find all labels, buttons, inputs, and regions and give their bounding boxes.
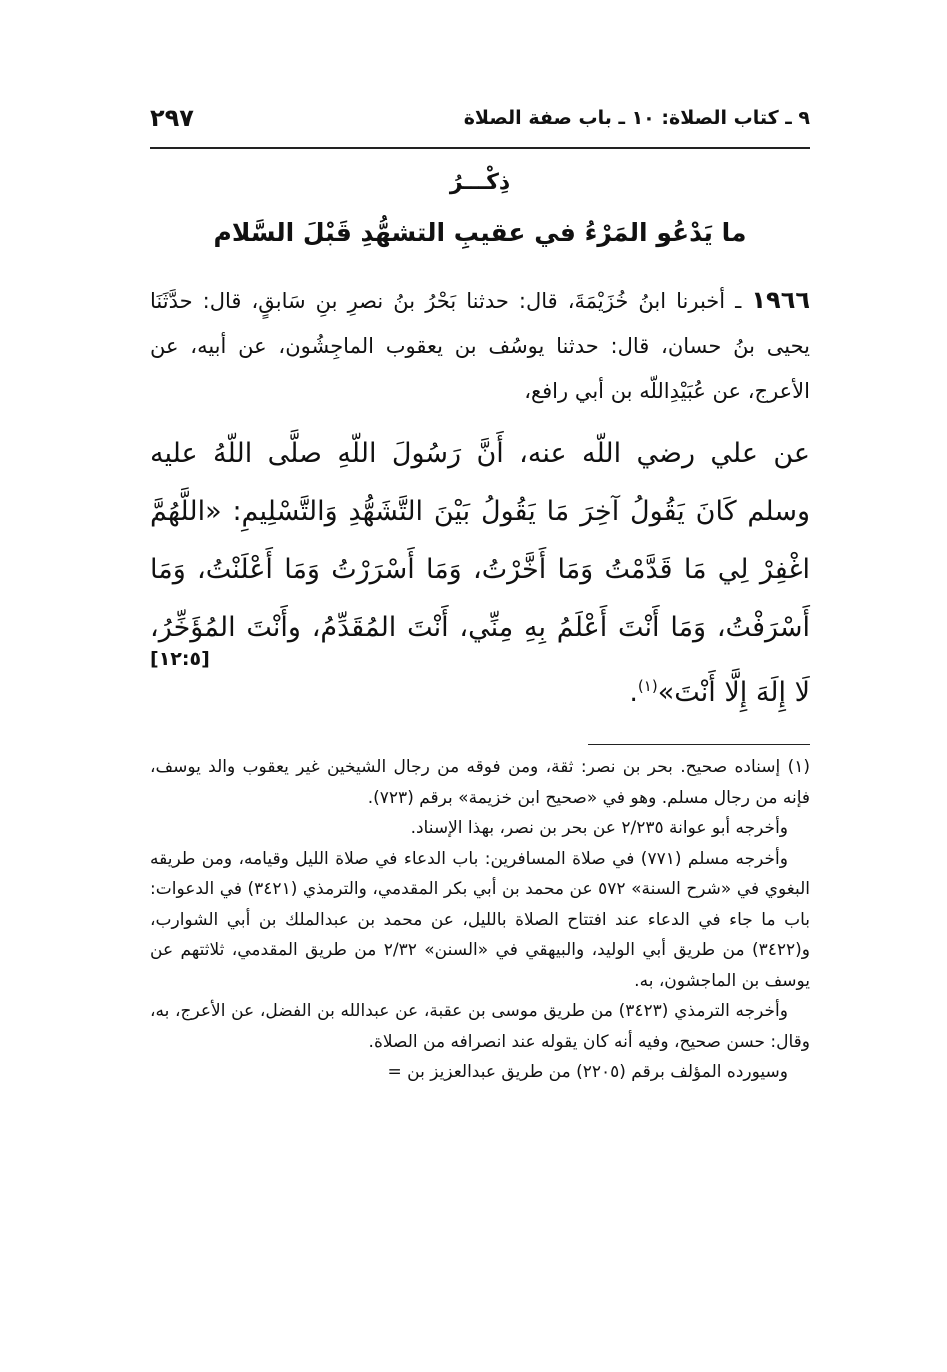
footnote-paragraph: وسيورده المؤلف برقم (٢٢٠٥) من طريق عبدالعزيز بن = [387,1062,788,1082]
footnotes [150,752,810,1088]
matn-text: عن علي رضي اللّه عنه، أَنَّ رَسُولَ اللّهِ صلَّى اللّهُ عليه وسلم كَانَ يَقُولُ آخِرَ مَا يَقُولُ بَيْنَ التَّشَهُّدِ وَالتَّسْلِيمِ: «اللَّهُمَّ اغْفِرْ لِي مَا قَدَّمْتُ وَمَا أَخَّرْتُ، وَمَا أَسْرَرْتُ وَمَا أَعْلَنْتُ، وَمَا أَسْرَفْتُ، وَمَا أَنْتَ أَعْلَمُ بِهِ مِنِّي، أَنْتَ المُقَدِّمُ، وأَنْتَ المُؤَخِّرُ، لَا إِلَهَ إِلَّا أَنْتَ» [150,438,810,708]
footnote-separator [588,744,810,745]
footnote-marker: (١) [637,677,658,695]
footnote-paragraph: وأخرجه مسلم (٧٧١) في صلاة المسافرين: باب الدعاء في صلاة الليل وقيامه، ومن طريقه البغوي في «شرح السنة» ٥٧٢ عن محمد بن أبي بكر المقدمي، والترمذي (٣٤٢١) في الدعوات: باب ما جاء في الدعاء عند افتتاح الصلاة بالليل، عن محمد بن عبدالملك بن أبي الشوارب، و(٣٤٢٢) من طريق أبي الوليد، والبيهقي في «السنن» ٢/٣٢ من طريق المقدمي، ثلاثتهم عن يوسف بن الماجشون، به. [150,848,810,991]
running-title: ٩ ـ كتاب الصلاة: ١٠ ـ باب صفة الصلاة [463,107,810,129]
footnote-paragraph: وأخرجه أبو عوانة ٢/٢٣٥ عن بحر بن نصر، بهذا الإسناد. [410,818,788,838]
section-label: ذِكْـــرُ [449,170,511,195]
footnote-paragraph: وأخرجه الترمذي (٣٤٢٣) من طريق موسى بن عقبة، عن عبدالله بن الفضل، عن الأعرج، به، وقال: حسن صحيح، وفيه أنه كان يقوله عند انصرافه من الصلاة. [150,1001,810,1052]
isnad-text: ـ أخبرنا ابنُ خُزَيْمَةَ، قال: حدثنا بَحْرُ بنُ نصرِ بنِ سَابقٍ، قال: حدَّثَنَا يحيى بنُ حسان، قال: حدثنا يوسُف بن يعقوب الماجِشُون، عن أبيه، عن الأعرج، عن عُبَيْدِاللّه بن أبي رافع، [150,289,810,403]
hadith-matn [150,425,810,722]
page-number: ٢٩٧ [150,104,194,132]
chapter-title: ما يَدْعُو المَرْءُ في عقيبِ التشهُّدِ قَبْلَ السَّلام [213,218,747,247]
header-rule [150,147,810,149]
hadith-isnad [150,278,810,414]
hadith-reference: [١٢:٥] [150,648,210,670]
page-header [150,98,810,138]
hadith-number: ١٩٦٦ [751,286,810,314]
matn-end-mark: . [629,677,638,708]
footnote-paragraph: (١) إسناده صحيح. بحر بن نصر: ثقة، ومن فوقه من رجال الشيخين غير يعقوب والد يوسف، فإنه من رجال مسلم. وهو في «صحيح ابن خزيمة» برقم (٧٢٣). [150,757,810,808]
